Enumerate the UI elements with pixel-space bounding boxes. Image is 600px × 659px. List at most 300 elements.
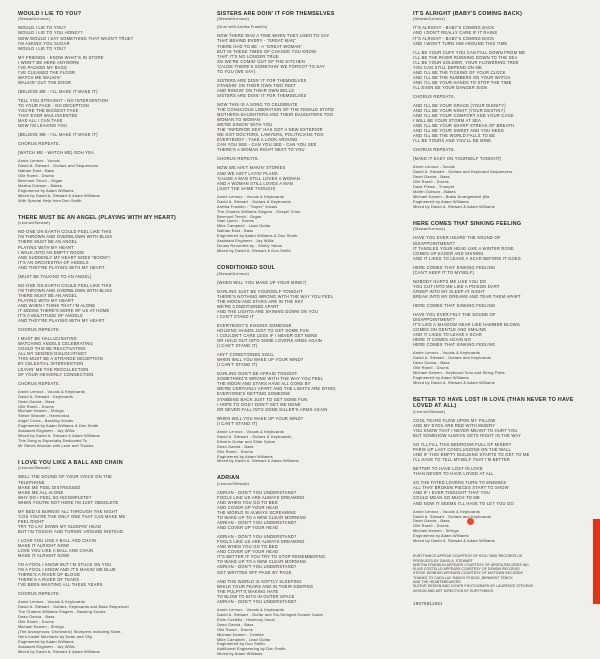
song-conditioned-soul [217, 265, 397, 464]
lyric-line: AND I WON'T TURN HIM AROUND THIS TIME [413, 40, 508, 46]
lyric-stanza [18, 591, 196, 596]
credit-line: Elvis Costello - Harmony Vocal [217, 617, 275, 622]
credit-line: The Charles Williams Singers - Backing Vocals [18, 610, 106, 615]
lyric-line: CHORUS REPEATS. [18, 141, 61, 147]
lyric-line: AND I'LL BE THE NUMBERS ON YOUR WATCH [413, 74, 511, 80]
lyric-line: IT'S AN ORCHESTRA OF ANGELS [18, 259, 89, 265]
lyric-stanza [217, 280, 397, 285]
lyric-line: STANDIN' ON THEIR OWN TWO FEET [217, 82, 297, 88]
credit-line: Olle Romö - Drums [413, 180, 449, 185]
lyric-line: I WALK INTO AN EMPTY ROOM [18, 249, 84, 255]
song-there-must-be-an-angel [18, 215, 196, 449]
lyric-line: WHEN WILL YOU MAKE UP YOUR MIND? [217, 357, 304, 363]
lyric-line: ADRIAN - DON'T YOU UNDERSTAND? [217, 489, 297, 495]
credit-line: David A. Stewart - Guitars and Keyboards [413, 514, 492, 519]
lyric-line: YOU KNOW THAT I NEVER MEANT TO HURT YOU [413, 427, 518, 433]
lyric-line: CHORUS REPEATS. [413, 93, 456, 99]
lyric-line: AND THEY'RE PLAYING WITH MY HEART [18, 318, 105, 324]
lyric-stanza [217, 534, 397, 574]
credit-line: Dean Garcia - Bass [18, 615, 55, 620]
lyric-stanza [18, 509, 196, 534]
lyric-line: CHORUS REPEATS. [413, 147, 456, 153]
credit-line: David A. Stewart - Guitars and Sequencers [18, 164, 99, 169]
lyric-line: YOU CAN STILL DEPEND ON ME [413, 64, 483, 70]
lyric-line: OR HOLD OUT INTO SOME LOVERS ARMS AGAIN [217, 338, 323, 344]
credit-line: Mixed by David A. Stewart & Adam Williams [217, 459, 299, 464]
lyric-line: OR NEVER FALL INTO SOME KILLER'S ARMS AGAIN [217, 406, 328, 412]
credit-line: Benmont Tench - Organ [18, 179, 63, 184]
song-would-i-lie-to-you [18, 11, 196, 204]
lyric-line: I'VE BEEN WASTING ALL THESE YEARS [18, 582, 103, 588]
credit-line: Nathan East - Bass [18, 169, 55, 174]
lyric-line: PLAYING WITH MY HEART [18, 297, 74, 303]
lyric-stanza [18, 98, 196, 128]
lyric-line: AND IF I EVER THOUGHT THAT YOU [413, 490, 491, 496]
lyric-line: THE "INFERIOR SEX" HAS GOT A NEW EXTERIOR [217, 127, 323, 133]
credit-line: Martha Dobson - Bakes [18, 184, 63, 189]
credit-line: Annie Lennox - Vocals & Keyboards [217, 607, 285, 612]
credit-line: Drums Recorded by - Shelly Yakus [217, 244, 282, 249]
lyric-line: YOU'RE THE BIGGEST FAKE [18, 108, 79, 114]
lyric-line: FOOLS LIKE US ARE ALWAYS DREAMING [217, 494, 305, 500]
lyrics-column-right [413, 0, 588, 606]
lyric-line: CREEP INTO MY SLEEP AT NIGHT [413, 288, 486, 294]
credit-line: Mike Campbell - Lead Guitar [217, 637, 271, 642]
lyric-stanza [413, 279, 588, 299]
musician-credits [413, 510, 588, 545]
lyric-line: MAKE ME FEEL DISTRESSED [18, 484, 81, 490]
lyric-line: WHEN YOU'RE NOT HERE I'M JUST OBSOLETE [18, 499, 119, 505]
credit-line: Olle Romö - Drums [217, 627, 253, 632]
lyric-line: (BELIEVE ME - I'LL MAKE IT MAKE IT) [18, 88, 98, 94]
lyric-stanza [18, 25, 196, 50]
lyric-line: MY BED IS BURNIN' ALL THROUGH THE NIGHT [18, 508, 118, 514]
lyric-line: MAKE IT ALRIGHT NOW! [18, 553, 70, 559]
lyric-stanza [18, 141, 196, 146]
lyric-line: BUT IN THESE TIMES OF CHANGE YOU KNOW [217, 48, 317, 54]
lyric-line: AND A WOMAN STILL LOVES A MAN [217, 180, 294, 186]
lyric-line: TELL YOU STRAIGHT - NO INTERVENTION [18, 97, 109, 103]
lyric-line: ADRIAN - DON'T YOU UNDERSTAND? [217, 564, 297, 570]
lyric-line: BUT SOMEHOW ALWAYS GETS RIGHT IN THE WAY [413, 432, 521, 438]
lyric-line: HERE COMES THAT SINKING FEELING [413, 302, 496, 308]
musician-credits [413, 351, 588, 386]
credit-line: Olle Romö - Drums [217, 449, 253, 454]
credit-line: Assistant Engineer - Jay Willis [18, 645, 75, 650]
musician-credits [18, 159, 196, 204]
musician-credits [217, 430, 397, 465]
credit-line: Michael Kamen - Strings [18, 409, 64, 414]
lyric-line: OF YOUR HEAVENLY CONNECTION [18, 371, 94, 377]
lyric-stanza [217, 165, 397, 190]
song-title: SISTERS ARE DOIN' IT FOR THEMSELVES [217, 11, 335, 17]
legal-line: AND THE HEARTBREAKERS [413, 580, 461, 584]
credit-line: Nathan East - Bass [217, 229, 254, 234]
lyric-line: STABBING BACK JUST TO GET SOME FUN [217, 396, 308, 402]
lyric-line: NO-ONE ON EARTH COULD FEEL LIKE THIS [18, 282, 112, 288]
catalog-number: 19075811651 [413, 600, 443, 606]
legal-line: THANKS TO CADILLAC RANCH STUDIO, BENMONT TENCH [413, 575, 513, 580]
credit-line: Angel Cross - Backing Vocals [18, 419, 74, 424]
lyric-line: WOULD I LIE TO YOU? [18, 25, 66, 31]
lyric-line: AND IF THIS EMPTY BUILDING STARTS TO GET TO ME [413, 452, 530, 458]
lyric-line: NOW WE AIN'T MAKIN' STORIES [217, 165, 286, 171]
lyric-line: FEEL RIGHT [18, 518, 45, 524]
credit-line: Mixed by David A. Stewart & Adam Williams [413, 381, 495, 386]
lyric-line: MY FRIENDS - KNOW WHAT'S IN STORE [18, 54, 104, 60]
lyric-line: IT'S ALRIGHT - BABY'S COMING BACK [413, 25, 495, 31]
song-adrian [217, 475, 397, 657]
lyric-line: AND RINGIN' ON THEIR OWN BELLS [217, 87, 295, 93]
lyric-line: WOULD I LIE TO YOU? [18, 45, 66, 51]
song-better-to-have-lost-in-love [413, 397, 588, 544]
lyric-line: AND THEY'RE PLAYING WITH MY HEART [18, 264, 105, 270]
lyric-line: I'M A FOOL I KNOW AND IT'S MAKIN' ME BLUE [18, 567, 116, 573]
credit-line: Dean Garcia - Bass [413, 361, 450, 366]
credit-line: Annie Lennox - Vocals & Keyboards [18, 600, 86, 605]
lyric-line: WE'RE CERTAINLY APART AND THE LIGHTS ARE DYING [217, 386, 336, 392]
lyric-line: AND WHEN YOU GO TO BED [217, 544, 278, 550]
lyric-stanza [217, 371, 397, 411]
lyric-line: (I CAN'T STAND IT) [217, 420, 258, 426]
lyric-line: HERE IT COMES AGAIN NO [413, 337, 471, 343]
credit-line: Olle Romö - Drums [18, 620, 54, 625]
song-title: IT'S ALRIGHT (BABY'S COMING BACK) [413, 11, 523, 17]
lyric-line: AND COVER UP YOUR HEAD [217, 525, 279, 531]
lyric-line: IT'S A MULTITUDE OF ANGELS [18, 313, 83, 319]
lyric-stanza [217, 416, 397, 426]
song-sisters-are-doin-it [217, 11, 397, 254]
lyric-stanza [413, 25, 588, 45]
lyric-stanza [18, 89, 196, 94]
lyric-line: THE MOON AND STARS HAVE ALL GONE BY [217, 381, 311, 387]
lyric-stanza [18, 381, 196, 386]
song-i-love-you-like-a-ball-and-chain [18, 460, 196, 655]
credit-line: This Song is Especially Dedicated To [18, 439, 88, 444]
credit-line: Engineered by Adam Williams [18, 189, 74, 194]
lyric-line: I'M A FOOL I KNOW BUT I'M STUCK ON YOU [18, 562, 112, 568]
songwriter-credit: (Stewart/Lennox) [413, 17, 446, 22]
credit-line: David A. Stewart - Guitars & Keyboards, [217, 434, 293, 439]
lyric-line: (CAN'T KEEP IT TO MYSELF) [413, 269, 474, 275]
lyric-stanza [217, 33, 397, 73]
lyric-line: I WON'T BE HERE ANYMORE [18, 59, 80, 65]
lyric-line: WE'RE SINGIN' WITH YOU [217, 122, 273, 128]
lyric-stanza [413, 480, 588, 505]
musician-credits [18, 600, 196, 654]
lyric-stanza [18, 336, 196, 376]
lyric-line: ADRIAN - DON'T YOU UNDERSTAND? [217, 598, 297, 604]
credit-line: Electric Guitar and Slide Guitar [217, 439, 276, 444]
red-edge-bar [593, 519, 600, 604]
lyric-line: TO WAKE UP TO A NEW CLEAR MORNING [217, 559, 307, 565]
lyric-line: CHORUS REPEATS. [18, 380, 61, 386]
lyric-line: CHORUS REPEATS. [217, 156, 260, 162]
lyric-line: IT'S LIKE A SHADOW HEAR LIKE HAMMER BLOWS [413, 322, 520, 328]
lyric-line: AND I'LL BE YOUR HANDS TO STOP THE TIME [413, 79, 512, 85]
lyric-line: I CAN'T STAND IT [217, 313, 255, 319]
credit-line: Engineered by Don Smith [217, 642, 265, 647]
lyric-line: FOOLS LIKE US ARE ALWAYS DREAMING [217, 539, 305, 545]
lyric-line: TO YOU (WE SAY) [217, 68, 256, 74]
lyric-line: HAVE YOU EVER HEARD THE SOUND OF [413, 235, 501, 241]
lyric-line: WHILE YOUR FEARS AND IN THEIR KEEPING [217, 583, 314, 589]
lyric-line: I'VE CLEANED THE FLOOR [18, 69, 76, 75]
lyric-line: I'LL EVEN BE YOUR DANGER SIGN [413, 84, 488, 90]
credit-line: Mixed by David A. Stewart & Adam Williams [18, 194, 100, 199]
legal-line: STEVIE WONDER APPEARS COURTESY OF MOTOWN RECORDS [413, 571, 523, 576]
lyric-line: I'LL BE YOUR SOLDIER, YOUR FLOWERING TREE [413, 59, 519, 65]
lyric-line: NOBODY HURTS ME LIKE YOU DO [413, 278, 487, 284]
credit-line: Stan Lynch - Drums [217, 219, 254, 224]
lyric-line: WATCH ME WALKIN' [18, 74, 61, 80]
credit-line: David A. Stewart - Guitar and Six-Stringed Octave Guitar [217, 612, 324, 617]
credit-line: Assistant Engineer - Jay Willis [18, 429, 75, 434]
credit-line: Annie Lennox - Vocals & Keyboards [217, 429, 285, 434]
legal-line: ARETHA FRANKLIN APPEARS COURTESY OF ARISTA RECORDS INC. [413, 562, 531, 567]
lyric-line: COMES UP EAGER AND SHINING [413, 250, 484, 256]
lyric-line: (BELIEVE ME - I'LL MAKE IT MAKE IT) [18, 132, 98, 138]
lyric-line: SO I'LL FILL THIS BEDROOM FULL OF MISERY [413, 442, 512, 448]
lyric-line: NO-ONE ON EARTH COULD FEEL LIKE THIS [18, 229, 112, 235]
legal-notes [413, 554, 588, 593]
songwriter-credit: (Lennox/Stewart) [413, 409, 446, 414]
lyric-line: I COULDN'T CARE LESS IF I NEVER GET NONE [217, 332, 318, 338]
lyric-line: I'LL BE YOURS AND YOU'LL BE MINE [413, 138, 492, 144]
credit-line: Engineered by Adam Williams [217, 454, 273, 459]
lyric-line: EVERYBODY'S KISSING SOMEONE [217, 322, 292, 328]
lyric-line: AND WE AIN'T LAYIN' PLANS [217, 170, 278, 176]
lyric-line: (JUST THE SAME THOUGH) [217, 185, 276, 191]
lyric-line: NOW I'M LEAVING YOU [18, 123, 68, 129]
credit-line: Mr Stevie Wonder with Love and Thanks [18, 444, 94, 449]
lyrics-column-middle [217, 0, 397, 659]
songwriter-credit: (Lennox/Stewart) [18, 221, 51, 226]
songwriter-credit: (Lennox/Stewart) [217, 481, 250, 486]
lyric-line: TO YOUR FACE - NO DECEPTION [18, 103, 90, 109]
lyric-stanza [413, 312, 588, 347]
lyric-line: (I CAN'T STAND IT) [217, 343, 258, 349]
lyric-line: COULD THIS BE REACTIVATING [18, 346, 86, 352]
lyric-line: AND I'LL BE THE TICKING OF YOUR CLOCK [413, 69, 506, 75]
lyric-line: DISAPPOINTMENT? [413, 240, 455, 246]
lyric-stanza [217, 156, 397, 161]
lyric-line: I'M THROWN AND OVERBLOWN WITH BLISS [18, 234, 113, 240]
lyric-line: MOTHERS-DAUGHTERS AND THEIR DAUGHTERS TOO [217, 112, 334, 118]
song-title: HERE COMES THAT SINKING FEELING [413, 221, 522, 228]
credit-line: The Charles Williams Singers - Gospel Choir [217, 209, 301, 214]
lyric-line: 'CAUSE A MAN STILL LOVES A WOMAN [217, 175, 300, 181]
musician-credits [413, 165, 588, 210]
credit-line: Additional Engineering by Don Smith [217, 647, 286, 652]
lyric-line: HERE COMES THAT SINKING FEELING [413, 342, 496, 348]
lyric-line: AND WHEN YOU GO TO BED [217, 499, 278, 505]
credit-line: Mixed by Adam Williams [217, 652, 263, 657]
songwriter-credit: (Stewart/Lennox) [413, 227, 446, 232]
musician-credits [18, 390, 196, 449]
song-title: BETTER TO HAVE LOST IN LOVE (THAN NEVER TO HAVE LOVED AT ALL) [413, 397, 574, 410]
lyric-stanza [18, 274, 196, 279]
lyric-line: THERE HAD TO BE - A "GREAT WOMAN" [217, 43, 303, 49]
credit-line: Annie Lennox - Vocals & Keyboards [413, 351, 481, 356]
lyric-line: LOVE YOU LIKE A BALL AND CHAIN [18, 548, 94, 554]
lyric-line: AND I'LL BE YOUR SHARP STREAK OF BREATH [413, 123, 515, 129]
lyric-line: CHORUS REPEATS. [18, 591, 61, 597]
lyric-line: WOMAN TO WOMAN [217, 117, 261, 123]
song-title: CONDITIONED SOUL [217, 265, 276, 272]
lyric-line: AIN'T CONDITIONED SOUL [217, 352, 274, 358]
credit-line: Assistant Engineer - Jay Willis [217, 239, 274, 244]
credit-line: Annie Lennox - Vocals & Keyboards [413, 509, 481, 514]
credit-line: Olle Romö - Drums [18, 404, 54, 409]
lyric-stanza [18, 229, 196, 269]
lyric-line: TO WAKE UP TO A NEW CLEAR MORNING [217, 515, 307, 521]
lyrics-column-left [18, 0, 196, 657]
lyric-stanza [18, 150, 196, 155]
lyric-line: WE GOT DOCTORS, LAWYERS, POLITICIANS TOO [217, 132, 324, 138]
lyric-line: WALKIN' OUT THE DOOR [18, 79, 72, 85]
credit-line: Olle Romö - Drums [413, 524, 449, 529]
lyric-line: SISTERS ARE DOIN' IT FOR THEMSELVES [217, 77, 307, 83]
lyric-line: I HOPE TO GOD I DON'T GET ME NONE [217, 401, 301, 407]
credit-line: Benmont Tench - Organ [217, 214, 262, 219]
credit-line: Martin Dobson - Bakes [413, 190, 456, 195]
lyric-line: AND THE WORLD IS SOFTLY SLEEPING [217, 578, 302, 584]
credit-line: Mixed by David A. Stewart & Adam Williams [413, 205, 495, 210]
legal-line: ELVIS COSTELLO APPEARS COURTESY OF DEMON RECORDS [413, 567, 520, 572]
credit-line: Engineered by Adam Williams [413, 534, 469, 539]
song-here-comes-that-sinking-feeling [413, 221, 588, 386]
credit-line: Annie Lennox - Vocals & Keyboards [18, 389, 86, 394]
lyric-stanza [18, 283, 196, 323]
lyric-line: THERE'S A RIVER OF BLOOD [18, 572, 81, 578]
lyric-line: THE WORLD IS ALWAYS SCREAMING [217, 510, 297, 515]
lyric-line: PARIS UP LAST CONCLUSIONS ON THE WALL [413, 447, 511, 453]
credit-line: Dave Plews - Trumpet [413, 185, 455, 190]
credit-line: Michael Kamen - Keyboard Solo and String Parts [413, 371, 505, 376]
credit-line: Annie Lennox - Vocals & Keyboards [217, 194, 285, 199]
lyric-line: DARLING JUST BE YOURSELF TONIGHT [217, 288, 303, 294]
lyric-line: THE MOON AND STARS ARE IN THE SKY [217, 298, 304, 304]
lyric-line: WATCHING ANGELS CELEBRATING [18, 341, 94, 347]
lyric-line: NOW THERE WAS A TIME WHEN THEY USED TO SAY [217, 33, 330, 39]
lyric-line: AND I'LL BE THE WORLD FALLS TO BE [413, 133, 496, 139]
lyric-line: I'LL BE THE RIVER RUNNING DOWN TO THE SEA [413, 54, 518, 60]
lyric-line: YOU CUT INTO ME LIKE A POISON DART [413, 283, 500, 289]
credit-line: Dean Garcia - Bass [217, 622, 254, 627]
lyric-line: SISTERS ARE DOIN' IT FOR THEMSELVES [217, 92, 307, 98]
lyric-line: MAD ALL I CAN TAKE [18, 118, 63, 124]
lyric-line: WELL THE SOUND OF YOUR VOICE ON THE [18, 474, 112, 480]
song-its-alright [413, 11, 588, 210]
lyric-line: COMES ON GENTLE AND SMILING [413, 327, 487, 333]
lyric-line: AND I DON'T REALLY CARE IF IT RAINS [413, 30, 498, 36]
credit-line: Mixed by David A. Stewart & Don Smith [217, 249, 291, 254]
lyric-line: I'LL BE YOUR CUFF YOU CAN FALL DOWN FROM ME [413, 49, 526, 55]
credit-line: Annie Lennox - Vocals [18, 159, 60, 164]
lyric-line: CHORUS REPEATS. [18, 327, 61, 333]
lyric-line: HERE COMES THAT SINKING FEELING [413, 264, 496, 270]
legal-line: EURYTHMICS APPEAR COURTESY OF RCA / BMG RECORDS UK [413, 554, 523, 559]
lyric-line: AND COVER UP YOUR HEAD [217, 504, 279, 510]
lyric-stanza [18, 474, 196, 504]
lyric-stanza [217, 352, 397, 367]
lyric-line: AND I'LL BE YOUR COMFORT AND YOUR CAGE [413, 113, 514, 119]
credit-line: Olle Romö - Drums [18, 174, 54, 179]
credit-line: Mixed by David A. Stewart & Adam Williams [18, 434, 100, 439]
lyric-line: DISAPPOINTMENT? [413, 317, 455, 323]
lyric-stanza [413, 442, 588, 462]
lyric-stanza [18, 538, 196, 558]
lyric-line: AND I'LL BE YOUR NIGHT (YOUR DESTINY) [413, 108, 506, 114]
credit-line: Mixed by David A. Stewart & Adam Williams [413, 539, 495, 544]
lyric-line: EVERYONE'S GETTING SOMEONE [217, 391, 291, 397]
lyric-line: GET WRITTEN OFF PAGE BY PAGE [217, 569, 292, 575]
lyric-stanza [413, 303, 588, 308]
credit-line: David A. Stewart - Keyboards [18, 394, 74, 399]
lyric-line: I'LL HAVE TO TELL MYSELF THAT I'M BETTER [413, 457, 511, 463]
legal-line: PRODUCED BY DAVID A. STEWART [413, 558, 473, 563]
credit-line: David A. Stewart - Guitars and Keyboards [413, 356, 492, 361]
credit-line: Olle Romö - Drums [413, 366, 449, 371]
credit-line: Engineered by Adam Williams [413, 376, 469, 381]
lyric-line: TELEPHONE [18, 479, 45, 485]
credit-line: David A. Stewart - Guitars & Keyboards [217, 199, 291, 204]
lyric-line: I WILL BE YOUR STORM AT SEA [413, 118, 482, 124]
credit-line: David A. Stewart - Guitars, Keyboards and Bass Sequencer [18, 605, 130, 610]
lyric-line: MAKE IT ALRIGHT NOW! [18, 543, 70, 549]
lyric-line: ADRIAN - DON'T YOU UNDERSTAND? [217, 534, 297, 540]
lyric-line: SO WE'RE COMIN' OUT OF THE KITCHEN [217, 58, 306, 64]
lyric-line: TO BLOW TO BITS IN OUTER SPACE [217, 593, 295, 599]
lyric-line: AND IT LIKES TO LEAVE A SCAR BEFORE IT GOES [413, 255, 521, 261]
lyric-line: THAN NEVER TO HAVE LOVED AT ALL [413, 471, 494, 477]
legal-line: SLEEVE DESIGN AND COVER PHOTOGRAPH BY LAURENCE STEVENS [413, 584, 534, 589]
lyric-line: AND MY EYES ARE RED WITH MISERY [413, 422, 496, 428]
lyric-line: IT'S ALRIGHT - BABY'S COMING BACK [413, 35, 495, 41]
musician-credits [217, 608, 397, 658]
lyric-stanza [413, 103, 588, 143]
credit-line: Michael Kamen - Brass Arrangement (Ba [413, 195, 490, 200]
lyric-line: (MAKE IT EASY ON YOURSELF TONIGHT) [413, 156, 502, 162]
lyric-line: (MUST BE TALKING TO AN ANGEL) [18, 273, 92, 279]
lyric-line: LEAVIN' ME THE RECOLLECTION [18, 366, 89, 372]
lyric-stanza [413, 235, 588, 260]
lyric-line: AND NOW IT SEEMS I'LL HAVE TO LET YOU GO [413, 500, 514, 506]
lyric-stanza [18, 132, 196, 137]
lyric-stanza [18, 55, 196, 85]
credit-line: Engineered by Adam Williams [413, 200, 469, 205]
lyric-line: THE CONSCIOUS LIBERATION OF THE FEMALE STATE! [217, 107, 335, 113]
credit-line: Dean Garcia - Bass [18, 399, 55, 404]
lyric-stanza [413, 147, 588, 152]
credit-line: Engineered by Adam Williams & Don Smith [217, 234, 298, 239]
lyric-line: EVERYBODY - TAKE A LOOK AROUND [217, 137, 298, 143]
lyric-line: AND SUDDENLY MY HEART GOES "BOOM"! [18, 254, 110, 260]
credit-line: Mixed by David A. Stewart & Adam Williams [18, 650, 100, 654]
lyric-line: BUT I'M TOSSIN' AND TURNIN' AROUND INSTEAD [18, 528, 124, 534]
song-note: (Duet with Aretha Franklin) [217, 25, 268, 30]
lyric-line: IT'S BETTER IF YOU TRY TO STOP REMEMBERING [217, 554, 326, 560]
lyric-line: I'VE PACKED MY BAGS [18, 64, 67, 70]
lyric-line: AND I'LL BE YOUR GRACE (YOUR DIGNITY) [413, 103, 506, 109]
songwriter-credit: (Stewart/Lennox) [18, 17, 51, 22]
lyric-line: AND WHEN I THINK THAT I'M ALONE [18, 302, 96, 308]
credit-line: Hero Inside Mechanic by Dean and Olly [18, 635, 93, 640]
lyric-line: NOW WOULD I SAY SOMETHING THAT WASN'T TRUE? [18, 35, 134, 41]
lyric-line: BY CELESTIAL INTERVENTION [18, 361, 84, 367]
credit-line: Mike Campbell - Lead Guitar [217, 224, 271, 229]
